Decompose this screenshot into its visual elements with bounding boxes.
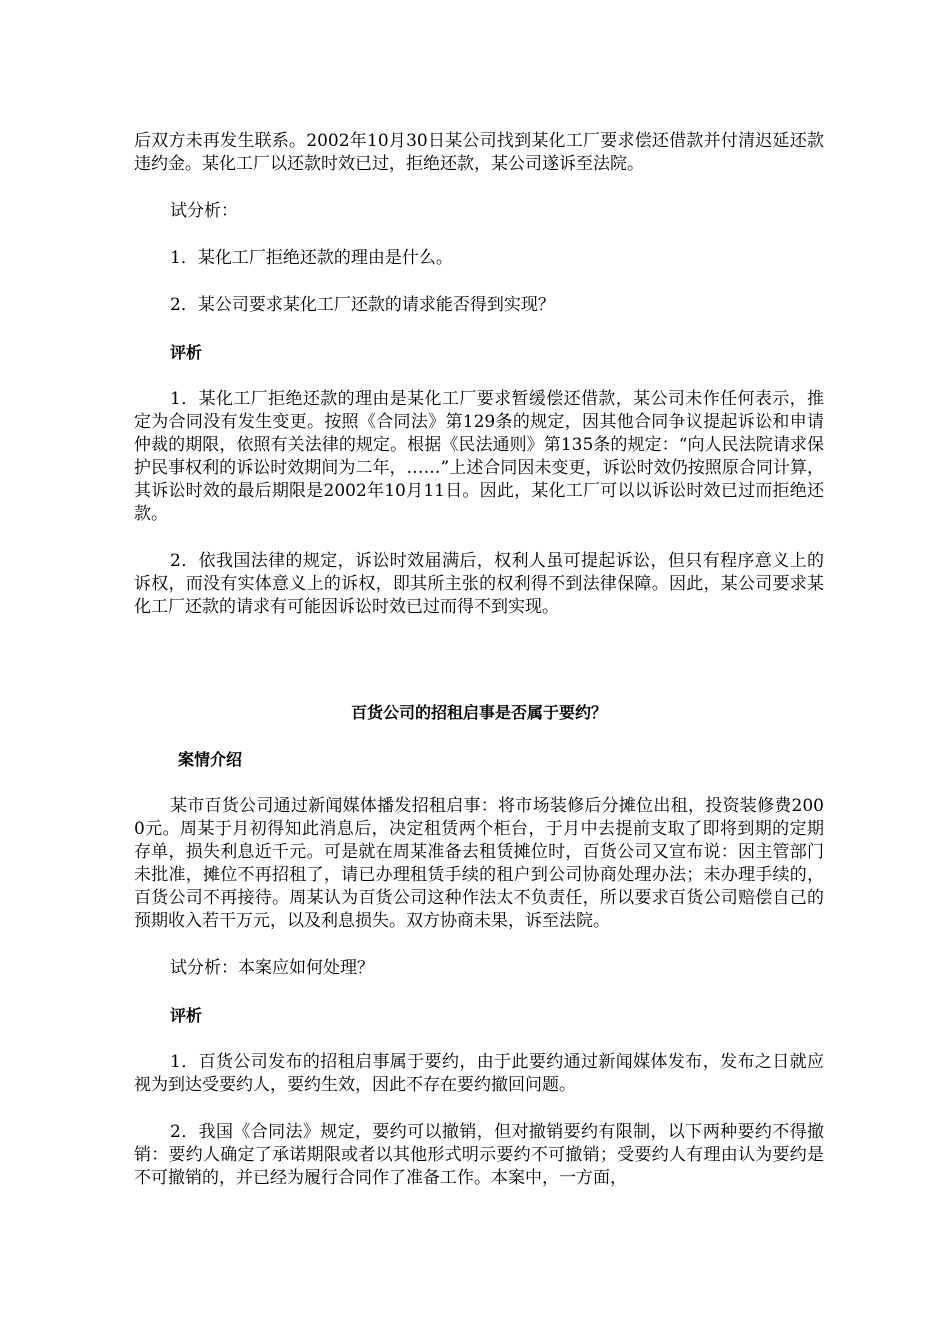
case2-answer-2: 2．我国《合同法》规定，要约可以撤销，但对撤销要约有限制，以下两种要约不得撤销：要约人确定了承诺期限或者以其他形式明示要约不可撤销；受要约人有理由认为要约是不可撤销的，并已经为履行合同作了准备工作。本案中，一方面，	[134, 1122, 824, 1188]
case1-answer-1: 1．某化工厂拒绝还款的理由是某化工厂要求暂缓偿还借款，某公司未作任何表示，推定为合同没有发生变更。按照《合同法》第129条的规定，因其他合同争议提起诉讼和申请仲裁的期限，依照有关法律的规定。根据《民法通则》第135条的规定：“向人民法院请求保护民事权利的诉讼时效期间为二年，……”上述合同因未变更，诉讼时效仍按照原合同计算，其诉讼时效的最后期限是2002年10月11日。因此，某化工厂可以以诉讼时效已过而拒绝还款。	[134, 389, 824, 524]
case1-question-1: 1．某化工厂拒绝还款的理由是什么。	[170, 248, 453, 268]
case2-answer-1: 1．百货公司发布的招租启事属于要约，由于此要约通过新闻媒体发布，发布之日就应视为到达受要约人，要约生效，因此不存在要约撤回问题。	[134, 1052, 824, 1095]
case1-question-2: 2．某公司要求某化工厂还款的请求能否得到实现？	[170, 295, 555, 315]
document-body	[134, 130, 824, 1190]
case1-analysis-heading: 评析	[170, 343, 203, 362]
case1-analysis-prompt: 试分析：	[170, 201, 238, 221]
case2-analysis-heading: 评析	[170, 1006, 203, 1025]
case2-question: 试分析：本案应如何处理？	[170, 958, 374, 978]
case1-intro-tail: 后双方未再发生联系。2002年10月30日某公司找到某化工厂要求偿还借款并付清迟延还款违约金。某化工厂以还款时效已过，拒绝还款，某公司遂诉至法院。	[134, 131, 824, 174]
case2-title: 百货公司的招租启事是否属于要约？	[350, 703, 607, 722]
case2-intro: 某市百货公司通过新闻媒体播发招租启事：将市场装修后分摊位出租，投资装修费2000元。周某于月初得知此消息后，决定租赁两个柜台，于月中去提前支取了即将到期的定期存单，损失利息近千元。可是就在周某准备去租赁摊位时，百货公司又宣布说：因主管部门未批准，摊位不再招租了，请已办理租赁手续的租户到公司协商处理办法；未办理手续的，百货公司不再接待。周某认为百货公司这种作法太不负责任，所以要求百货公司赔偿自己的预期收入若干万元，以及利息损失。双方协商未果，诉至法院。	[134, 796, 824, 931]
case1-answer-2: 2．依我国法律的规定，诉讼时效届满后，权利人虽可提起诉讼，但只有程序意义上的诉权，而没有实体意义上的诉权，即其所主张的权利得不到法律保障。因此，某公司要求某化工厂还款的请求有可能因诉讼时效已过而得不到实现。	[134, 551, 824, 617]
case2-intro-heading: 案情介绍	[178, 750, 243, 769]
